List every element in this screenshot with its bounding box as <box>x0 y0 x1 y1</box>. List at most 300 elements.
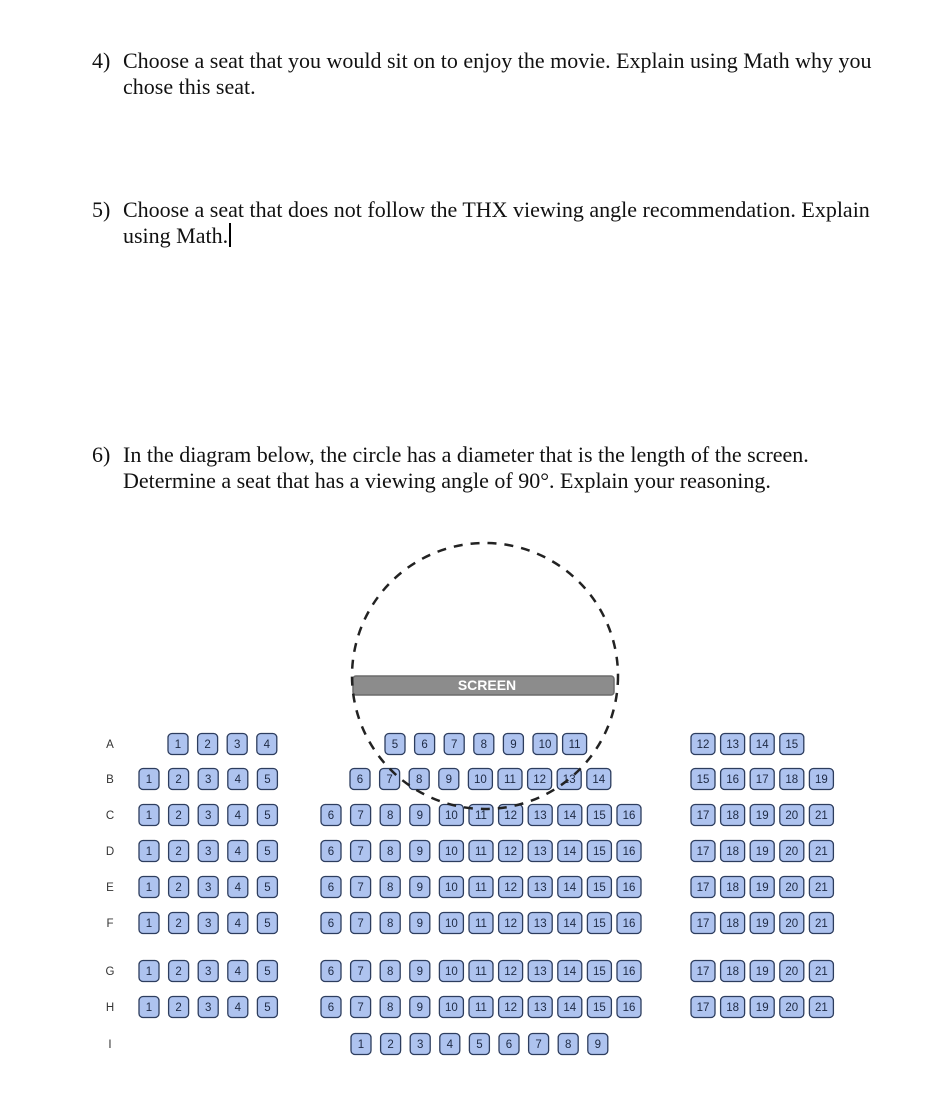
seat-number: 15 <box>593 882 606 894</box>
seat <box>139 913 159 934</box>
seat-number: 9 <box>416 846 424 858</box>
seat-number: 7 <box>386 774 393 786</box>
seat <box>351 997 371 1018</box>
seat <box>809 997 833 1018</box>
question-number: 4) <box>92 48 111 73</box>
seat-number: 11 <box>475 918 487 930</box>
seat <box>809 841 833 862</box>
seat-number: 6 <box>327 810 335 822</box>
seat-number: 4 <box>234 774 242 786</box>
seat <box>809 877 833 898</box>
seat <box>351 961 371 982</box>
seat <box>750 805 774 826</box>
seat-number: 11 <box>475 1002 487 1014</box>
seat-number: 5 <box>264 774 271 786</box>
seat-number: 14 <box>563 1002 577 1014</box>
seat-number: 9 <box>416 1002 424 1014</box>
seat-number: 20 <box>785 882 799 894</box>
seat <box>780 805 804 826</box>
seat-number: 5 <box>391 739 399 751</box>
seat-number: 12 <box>504 966 517 978</box>
seat <box>198 805 218 826</box>
seat <box>469 877 493 898</box>
seat-number: 4 <box>263 739 271 751</box>
seat-number: 11 <box>568 739 581 751</box>
seat <box>321 961 341 982</box>
seat <box>558 877 582 898</box>
seat <box>499 997 523 1018</box>
seat <box>468 769 492 790</box>
seat <box>750 961 774 982</box>
seat-number: 12 <box>504 918 517 930</box>
seat <box>228 997 248 1018</box>
seat <box>228 913 248 934</box>
seat <box>499 913 523 934</box>
seat-number: 5 <box>264 1002 271 1014</box>
seat <box>381 1034 401 1055</box>
seat <box>558 805 582 826</box>
seat <box>439 769 459 790</box>
seat <box>380 877 400 898</box>
seat <box>321 805 341 826</box>
seat-number: 18 <box>726 966 739 978</box>
seat <box>617 913 641 934</box>
seat-number: 8 <box>480 739 488 751</box>
seat-number: 5 <box>476 1039 483 1051</box>
seat <box>380 769 400 790</box>
seat <box>380 913 400 934</box>
seat-number: 20 <box>785 918 799 930</box>
seat-number: 2 <box>175 846 182 858</box>
seat-number: 3 <box>204 966 212 978</box>
seat-number: 2 <box>175 966 182 978</box>
seat-number: 4 <box>446 1039 454 1051</box>
seat <box>558 841 582 862</box>
seat <box>469 961 493 982</box>
question-text: Choose a seat that you would sit on to enjoy the movie. Explain using Math why you chose this seat. <box>123 48 872 99</box>
row-label: G <box>105 966 115 978</box>
seat <box>169 805 189 826</box>
seat-number: 20 <box>785 846 799 858</box>
seat-number: 1 <box>174 739 182 751</box>
seat <box>410 913 430 934</box>
seat <box>750 734 774 755</box>
seat-number: 15 <box>785 739 799 751</box>
seat-number: 15 <box>696 774 710 786</box>
seat <box>587 961 611 982</box>
seat-number: 9 <box>510 739 517 751</box>
seat <box>691 997 715 1018</box>
seat-number: 8 <box>386 810 394 822</box>
seat <box>809 913 833 934</box>
seat-number: 16 <box>622 918 636 930</box>
seat-number: 19 <box>755 966 769 978</box>
seat-number: 2 <box>204 739 211 751</box>
seat-number: 8 <box>386 846 394 858</box>
seat-number: 11 <box>475 966 487 978</box>
seat-number: 6 <box>421 739 428 751</box>
seat <box>439 841 463 862</box>
screen-label: SCREEN <box>457 677 517 693</box>
seat <box>139 997 159 1018</box>
seat <box>617 961 641 982</box>
seat-number: 4 <box>234 810 242 822</box>
seat <box>440 1034 460 1055</box>
seat <box>168 734 188 755</box>
seat <box>691 841 715 862</box>
seat-number: 16 <box>622 966 636 978</box>
seat <box>750 913 774 934</box>
seat-number: 18 <box>726 846 739 858</box>
seat <box>780 913 804 934</box>
seat-number: 17 <box>755 774 769 786</box>
seat <box>558 961 582 982</box>
seat-number: 19 <box>755 918 769 930</box>
seat <box>469 841 493 862</box>
seat-number: 17 <box>696 966 710 978</box>
seat <box>721 997 745 1018</box>
seat-number: 7 <box>357 1002 364 1014</box>
seat <box>691 769 715 790</box>
seat <box>257 961 277 982</box>
seat <box>588 1034 608 1055</box>
seat <box>499 877 523 898</box>
seat <box>228 805 248 826</box>
seat-number: 19 <box>815 774 828 786</box>
seat-number: 1 <box>145 846 153 858</box>
seat <box>228 769 248 790</box>
seat <box>558 997 582 1018</box>
seat <box>528 769 552 790</box>
seat <box>351 877 371 898</box>
seat <box>499 961 523 982</box>
seat-number: 2 <box>175 774 182 786</box>
seat-number: 2 <box>175 882 182 894</box>
seat-number: 10 <box>445 882 458 894</box>
seat <box>410 1034 430 1055</box>
seat <box>780 997 804 1018</box>
seat <box>409 769 429 790</box>
seat-number: 5 <box>264 966 271 978</box>
seat <box>410 805 430 826</box>
seat <box>780 877 804 898</box>
seat <box>321 913 341 934</box>
seat <box>587 997 611 1018</box>
question-number: 6) <box>92 442 111 467</box>
seat-number: 20 <box>785 810 799 822</box>
question-text: In the diagram below, the circle has a diameter that is the length of the screen. Determine a seat that has a viewing angle of 90°. Explain your reasoning. <box>123 442 809 493</box>
seat <box>691 877 715 898</box>
seat-number: 4 <box>234 882 242 894</box>
row-label: E <box>106 882 114 894</box>
seat <box>528 805 552 826</box>
seat <box>617 877 641 898</box>
seat <box>228 877 248 898</box>
seat <box>528 997 552 1018</box>
seat-number: 11 <box>504 774 516 786</box>
seat-number: 21 <box>815 966 828 978</box>
seat-number: 9 <box>416 918 424 930</box>
seat-number: 17 <box>696 918 710 930</box>
seat <box>528 841 552 862</box>
seat-number: 7 <box>357 846 364 858</box>
seat-number: 3 <box>204 882 212 894</box>
row-label: D <box>105 846 115 858</box>
seat-number: 1 <box>357 1039 365 1051</box>
seat <box>410 997 430 1018</box>
seat-number: 8 <box>386 918 394 930</box>
seat <box>410 961 430 982</box>
seat <box>587 913 611 934</box>
seat-number: 14 <box>755 739 769 751</box>
seat <box>198 997 218 1018</box>
seat-number: 20 <box>785 1002 799 1014</box>
seat-number: 14 <box>563 846 577 858</box>
seat-number: 12 <box>504 810 517 822</box>
seat-number: 12 <box>696 739 710 751</box>
seat-number: 1 <box>145 1002 153 1014</box>
seat-number: 6 <box>327 846 335 858</box>
seat <box>469 997 493 1018</box>
seat-number: 10 <box>474 774 487 786</box>
seat <box>228 841 248 862</box>
seat <box>721 877 745 898</box>
seat <box>139 877 159 898</box>
seat <box>721 805 745 826</box>
seat-number: 15 <box>593 918 606 930</box>
seat-number: 19 <box>755 810 769 822</box>
seat <box>351 913 371 934</box>
seat <box>351 1034 371 1055</box>
seat-number: 7 <box>357 882 364 894</box>
seat-number: 15 <box>593 810 606 822</box>
seat-number: 10 <box>445 966 458 978</box>
seat-number: 18 <box>726 810 739 822</box>
seat-number: 17 <box>696 882 710 894</box>
row-label: I <box>108 1039 112 1051</box>
seat-number: 12 <box>504 1002 517 1014</box>
seat-number: 5 <box>264 810 271 822</box>
seat-number: 21 <box>815 882 828 894</box>
seat <box>139 805 159 826</box>
seat-number: 10 <box>445 918 458 930</box>
seat-number: 21 <box>815 1002 828 1014</box>
seat-number: 7 <box>357 918 364 930</box>
seat-number: 1 <box>145 882 153 894</box>
seat <box>529 1034 549 1055</box>
seat <box>780 734 804 755</box>
seat-number: 13 <box>533 846 547 858</box>
seat-number: 7 <box>357 966 364 978</box>
seat <box>528 913 552 934</box>
seat-number: 19 <box>755 1002 769 1014</box>
seat <box>321 841 341 862</box>
seat <box>780 769 804 790</box>
seat-number: 13 <box>533 810 547 822</box>
seat-number: 17 <box>696 810 710 822</box>
seat-number: 9 <box>416 810 424 822</box>
seat-number: 2 <box>387 1039 394 1051</box>
seat-number: 2 <box>175 918 182 930</box>
seat <box>528 877 552 898</box>
row-label: B <box>106 774 114 786</box>
seat-number: 3 <box>204 846 212 858</box>
seat <box>139 841 159 862</box>
seat-number: 18 <box>785 774 799 786</box>
seat-number: 10 <box>445 1002 458 1014</box>
seat-number: 13 <box>533 882 547 894</box>
seat <box>257 805 277 826</box>
seat <box>617 841 641 862</box>
seat <box>351 805 371 826</box>
seat <box>439 961 463 982</box>
seat-number: 10 <box>445 810 458 822</box>
seat <box>227 734 247 755</box>
seat-number: 6 <box>327 1002 335 1014</box>
seat-layer <box>106 734 834 1055</box>
seat-number: 5 <box>264 846 271 858</box>
seat <box>587 769 611 790</box>
seat-number: 21 <box>815 918 828 930</box>
seat-number: 9 <box>445 774 453 786</box>
seat <box>257 997 277 1018</box>
seat-number: 1 <box>145 810 153 822</box>
seat <box>563 734 587 755</box>
seat <box>691 734 715 755</box>
seat-number: 21 <box>815 846 828 858</box>
seat <box>439 997 463 1018</box>
seat-number: 8 <box>386 1002 394 1014</box>
seat-number: 6 <box>327 882 335 894</box>
seat-number: 12 <box>533 774 546 786</box>
seat <box>780 961 804 982</box>
seat <box>721 961 745 982</box>
seat <box>558 913 582 934</box>
seat-number: 7 <box>357 810 364 822</box>
seat-number: 13 <box>726 739 739 751</box>
seat <box>198 769 218 790</box>
question-text: Choose a seat that does not follow the THX viewing angle recommendation. Explain using Math. <box>123 197 870 248</box>
seat-number: 3 <box>204 810 212 822</box>
seat <box>321 997 341 1018</box>
seat <box>380 805 400 826</box>
seat-number: 11 <box>475 846 487 858</box>
seat <box>385 734 405 755</box>
seat-number: 18 <box>726 882 739 894</box>
seat-number: 11 <box>475 882 487 894</box>
seat-number: 16 <box>726 774 739 786</box>
seat <box>410 877 430 898</box>
seat <box>380 997 400 1018</box>
seat-number: 15 <box>593 846 606 858</box>
seat <box>257 769 277 790</box>
seat-number: 9 <box>594 1039 602 1051</box>
seat <box>439 913 463 934</box>
seat <box>198 734 218 755</box>
seat <box>558 1034 578 1055</box>
seat <box>528 961 552 982</box>
seat-number: 3 <box>416 1039 424 1051</box>
seat <box>469 913 493 934</box>
question-number: 5) <box>92 197 111 222</box>
seat <box>721 734 745 755</box>
seat-number: 9 <box>416 882 424 894</box>
seat <box>721 769 745 790</box>
seat <box>380 961 400 982</box>
seat-number: 5 <box>264 918 271 930</box>
seat <box>198 841 218 862</box>
seat-number: 9 <box>416 966 424 978</box>
seat <box>691 805 715 826</box>
seat-number: 12 <box>504 846 517 858</box>
seat-number: 13 <box>562 774 576 786</box>
seat <box>415 734 435 755</box>
row-label: H <box>105 1002 115 1014</box>
seat <box>809 961 833 982</box>
seat <box>257 913 277 934</box>
seat <box>533 734 557 755</box>
seat-number: 19 <box>755 882 769 894</box>
seat <box>780 841 804 862</box>
seat-number: 8 <box>564 1039 572 1051</box>
seat <box>750 769 774 790</box>
seat-number: 3 <box>233 739 241 751</box>
seat-number: 18 <box>726 918 739 930</box>
seat-number: 16 <box>622 810 636 822</box>
seat <box>198 961 218 982</box>
seat <box>228 961 248 982</box>
seat <box>809 769 833 790</box>
seat <box>198 913 218 934</box>
seat-number: 3 <box>204 918 212 930</box>
seat <box>169 913 189 934</box>
seat <box>380 841 400 862</box>
seat <box>257 877 277 898</box>
seat-number: 16 <box>622 1002 636 1014</box>
seat <box>617 997 641 1018</box>
row-label: C <box>105 810 115 822</box>
seat-number: 1 <box>145 774 153 786</box>
seat <box>350 769 370 790</box>
seat-number: 17 <box>696 1002 710 1014</box>
row-label: A <box>106 739 114 751</box>
seat-number: 1 <box>145 966 153 978</box>
seat-number: 6 <box>327 966 335 978</box>
seat <box>169 841 189 862</box>
seat <box>169 997 189 1018</box>
seat-number: 6 <box>327 918 335 930</box>
seat <box>617 805 641 826</box>
seat-number: 4 <box>234 1002 242 1014</box>
seat <box>499 841 523 862</box>
seat <box>691 961 715 982</box>
seat-number: 15 <box>593 1002 606 1014</box>
seat <box>691 913 715 934</box>
row-label: F <box>106 918 114 930</box>
seat-number: 6 <box>505 1039 513 1051</box>
seat-number: 12 <box>504 882 517 894</box>
seat-number: 1 <box>145 918 153 930</box>
seat <box>721 841 745 862</box>
seat-number: 4 <box>234 966 242 978</box>
seat-number: 10 <box>538 739 552 751</box>
seat-number: 13 <box>533 918 547 930</box>
seat <box>439 805 463 826</box>
seat <box>498 769 522 790</box>
seat-number: 10 <box>445 846 458 858</box>
seat-number: 2 <box>175 1002 182 1014</box>
seat <box>139 769 159 790</box>
